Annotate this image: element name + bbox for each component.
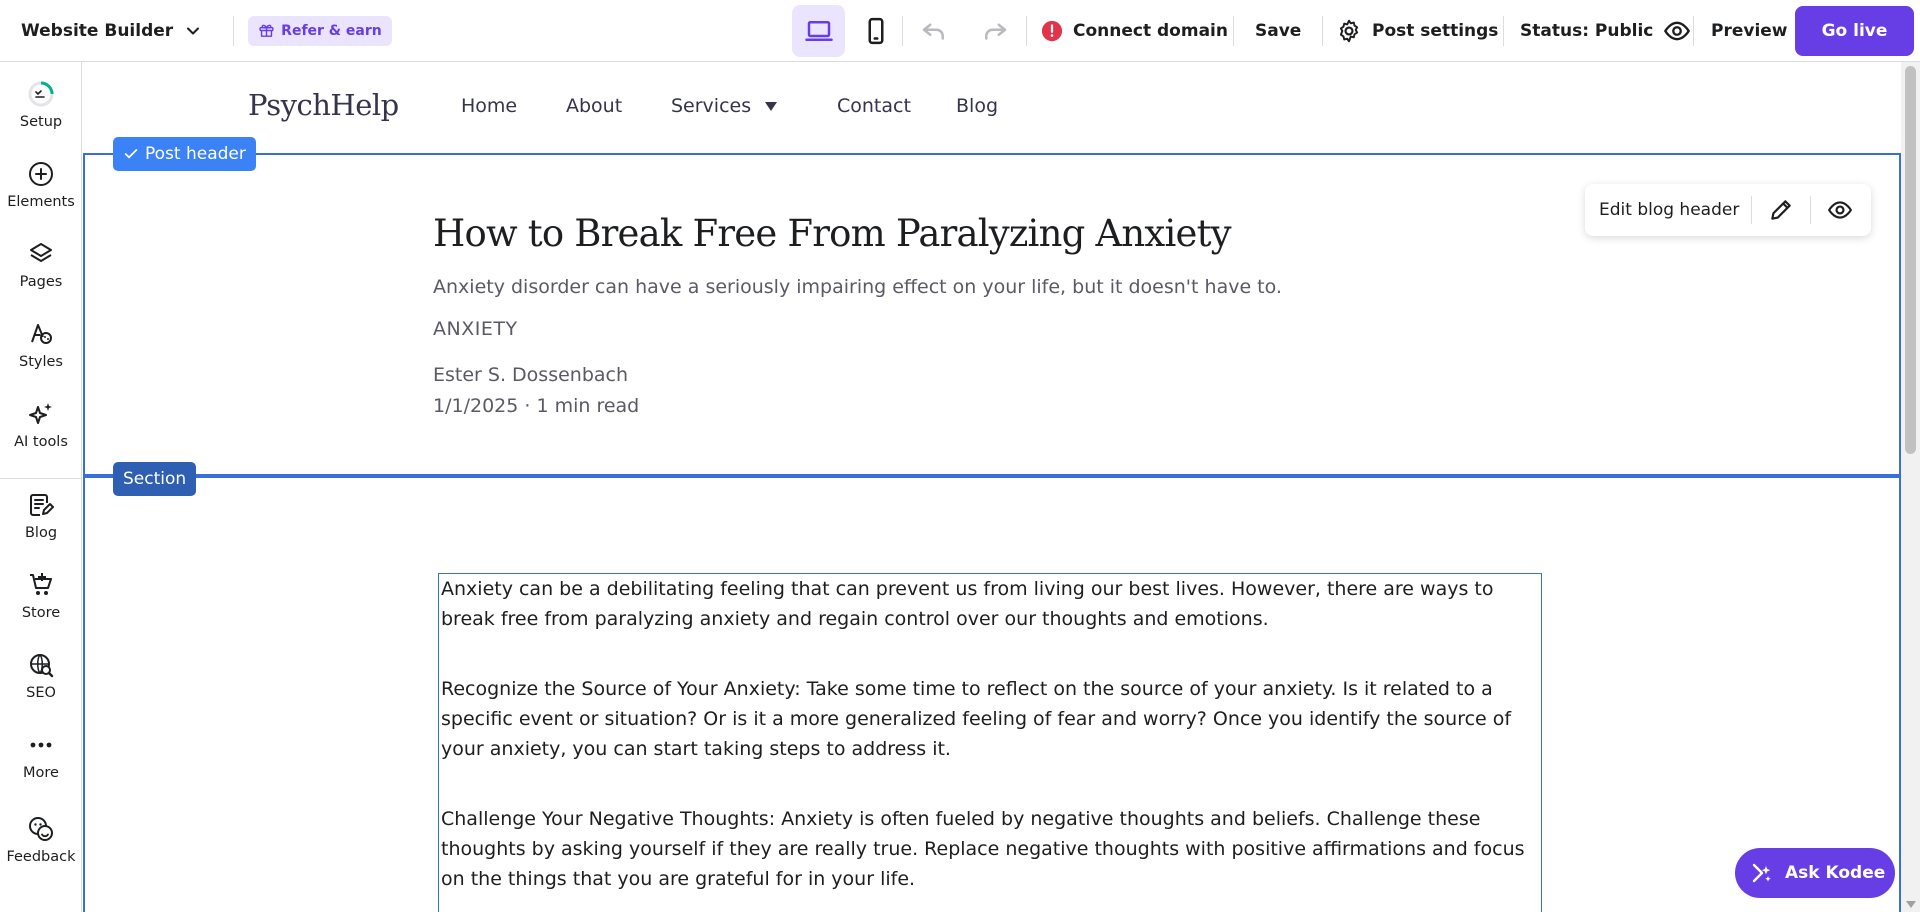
paragraph: Challenge Your Negative Thoughts: Anxiety is often fueled by negative thoughts and beliefs. Challenge these thoughts by asking yourself if they are really true. Replace negative thoughts with positive affirmations and focus on the things that you are grateful for in your life. — [441, 808, 1525, 890]
gear-icon — [1336, 18, 1362, 44]
post-header-tag[interactable] — [113, 137, 256, 171]
toolbar-divider — [1693, 16, 1694, 46]
caret-down-icon[interactable] — [765, 102, 777, 111]
preview-label: Preview — [1711, 21, 1788, 41]
status-label: Status: Public — [1520, 21, 1654, 41]
redo-button[interactable] — [968, 5, 1021, 57]
undo-icon — [919, 16, 949, 46]
brand-label: Website Builder — [21, 20, 174, 41]
toolbar-divider — [1026, 16, 1027, 46]
save-button[interactable] — [1255, 0, 1301, 62]
scroll-thumb[interactable] — [1905, 66, 1916, 454]
site-logo[interactable]: PsychHelp — [248, 88, 399, 122]
edit-blog-header-button[interactable]: Edit blog header — [1599, 200, 1740, 220]
more-dots-icon — [27, 731, 55, 759]
sidebar-item-styles[interactable] — [0, 320, 82, 386]
post-title[interactable]: How to Break Free From Paralyzing Anxiety — [433, 212, 1231, 255]
go-live-button[interactable]: Go live — [1795, 6, 1914, 56]
edit-header-pencil-button[interactable] — [1752, 184, 1810, 236]
post-text-block[interactable] — [438, 573, 1542, 912]
sidebar-label: Styles — [19, 354, 63, 370]
kodee-ai-icon — [1749, 860, 1775, 886]
refer-label: Refer & earn — [281, 22, 382, 39]
post-header-tag-label: Post header — [145, 144, 246, 164]
website-builder-menu[interactable] — [0, 0, 203, 61]
nav-link-blog[interactable]: Blog — [956, 95, 998, 117]
chevron-down-icon — [183, 21, 203, 41]
post-author[interactable]: Ester S. Dossenbach — [433, 364, 629, 386]
sidebar-item-store[interactable] — [0, 571, 82, 637]
ask-kodee-label: Ask Kodee — [1785, 863, 1886, 883]
toolbar-divider — [1503, 16, 1504, 46]
nav-link-about[interactable]: About — [566, 95, 623, 117]
top-toolbar — [0, 0, 1920, 62]
setup-progress-icon — [27, 80, 55, 108]
sidebar-divider — [0, 478, 82, 479]
preview-button[interactable] — [1711, 0, 1788, 62]
toolbar-divider — [902, 16, 903, 46]
cart-icon — [27, 571, 55, 599]
sidebar-label: AI tools — [14, 434, 68, 450]
redo-icon — [980, 16, 1010, 46]
save-label: Save — [1255, 21, 1302, 41]
post-subtitle[interactable]: Anxiety disorder can have a seriously impairing effect on your life, but it doesn't have to. — [433, 276, 1282, 298]
sidebar-label: More — [23, 765, 59, 781]
sidebar-item-feedback[interactable] — [0, 815, 82, 881]
sidebar-label: Blog — [24, 525, 58, 541]
sidebar-item-setup[interactable] — [0, 80, 82, 146]
blog-edit-icon — [27, 491, 55, 519]
left-sidebar — [0, 62, 82, 912]
gift-icon — [258, 22, 275, 39]
connect-domain-button[interactable] — [1041, 0, 1228, 62]
sidebar-item-seo[interactable] — [0, 651, 82, 717]
nav-link-contact[interactable]: Contact — [837, 95, 911, 117]
sidebar-item-ai-tools[interactable] — [0, 400, 82, 466]
undo-button[interactable] — [907, 5, 960, 57]
post-settings-label: Post settings — [1372, 21, 1499, 41]
nav-link-home[interactable]: Home — [461, 95, 518, 117]
sidebar-label: Elements — [7, 194, 75, 210]
sidebar-label: SEO — [26, 685, 56, 701]
sidebar-item-blog[interactable] — [0, 491, 82, 557]
sparkles-icon — [27, 400, 55, 428]
desktop-view-button[interactable] — [792, 5, 845, 57]
ask-kodee-button[interactable] — [1735, 848, 1895, 898]
pencil-icon — [1768, 197, 1794, 223]
sidebar-label: Store — [21, 605, 61, 621]
seo-search-icon — [27, 651, 55, 679]
laptop-icon — [804, 16, 834, 46]
eye-icon — [1663, 17, 1691, 45]
section-tag-label: Section — [123, 469, 187, 489]
scroll-down-arrow-icon[interactable] — [1906, 901, 1916, 908]
sidebar-item-elements[interactable] — [0, 160, 82, 226]
sidebar-item-pages[interactable] — [0, 240, 82, 306]
alert-icon — [1041, 20, 1063, 42]
sidebar-label: Setup — [19, 114, 63, 130]
paragraph: Recognize the Source of Your Anxiety: Take some time to reflect on the source of your anxiety. Is it related to a specific event or situation? Or is it a more generalized feeling of fear and worry? Once you identify the source of your anxiety, you can start taking steps to address it. — [441, 678, 1512, 760]
section-tag[interactable] — [113, 462, 196, 496]
feedback-face-icon — [27, 815, 55, 843]
toolbar-divider — [1233, 16, 1234, 46]
nav-link-services[interactable]: Services — [671, 95, 752, 117]
check-icon — [123, 146, 139, 162]
plus-circle-icon — [27, 160, 55, 188]
toolbar-divider — [1322, 16, 1323, 46]
site-navigation — [83, 62, 1901, 154]
vertical-scrollbar[interactable] — [1901, 62, 1920, 912]
sidebar-item-more[interactable] — [0, 731, 82, 797]
phone-icon — [861, 16, 891, 46]
sidebar-label: Pages — [19, 274, 63, 290]
status-toggle[interactable] — [1520, 0, 1691, 62]
layers-icon — [27, 240, 55, 268]
toolbar-divider — [233, 16, 234, 46]
post-category[interactable]: ANXIETY — [433, 318, 518, 340]
connect-domain-label: Connect domain — [1073, 21, 1228, 41]
palette-icon — [27, 320, 55, 348]
toggle-header-visibility-button[interactable] — [1811, 184, 1869, 236]
refer-earn-button[interactable] — [248, 16, 392, 46]
sidebar-label: Feedback — [6, 849, 76, 865]
post-settings-button[interactable] — [1336, 0, 1498, 62]
post-meta: 1/1/2025 · 1 min read — [433, 395, 640, 417]
editor-canvas — [83, 62, 1901, 912]
eye-icon — [1827, 197, 1853, 223]
edit-header-toolbar — [1585, 184, 1871, 236]
paragraph: Anxiety can be a debilitating feeling that can prevent us from living our best lives. However, there are ways to break free from paralyzing anxiety and regain control over our thoughts and emotions. — [441, 578, 1494, 630]
mobile-view-button[interactable] — [849, 5, 902, 57]
